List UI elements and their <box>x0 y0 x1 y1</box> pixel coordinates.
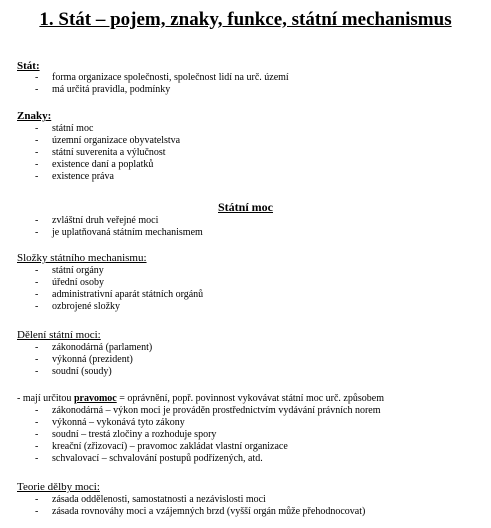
list-item-text: zvláštní druh veřejné moci <box>52 215 159 226</box>
list-item-text: státní moc <box>52 123 94 134</box>
bullet-dash: - <box>35 289 39 301</box>
list-item-text: zásada oddělenosti, samostatnosti a nezávislosti moci <box>52 494 266 505</box>
list-item-text: existence daní a poplatků <box>52 159 154 171</box>
list-item-text: státní orgány <box>52 265 104 276</box>
list-item-text: soudní – trestá zločiny a rozhoduje spory <box>52 429 217 441</box>
bullet-dash: - <box>35 277 39 289</box>
list-item-text: kreační (zřizovací) – pravomoc zakládat vlastní organizace <box>52 441 288 453</box>
bullet-dash: - <box>35 84 39 96</box>
list-item-text: výkonná – vykonává tyto zákony <box>52 417 185 429</box>
bullet-dash: - <box>35 159 39 171</box>
list-item-text: forma organizace společnosti, společnost lidí na urč. území <box>52 72 289 83</box>
bullet-dash: - <box>35 366 39 378</box>
bullet-dash: - <box>35 171 39 183</box>
bullet-dash: - <box>35 453 39 465</box>
list-item-text: je uplatňovaná státním mechanismem <box>52 227 203 239</box>
list-item-text: ozbrojené složky <box>52 301 121 313</box>
list-item-text: úřední osoby <box>52 277 104 289</box>
pravomoc-prefix: - mají určitou <box>17 393 74 404</box>
section-heading-slozky: Složky státního mechanismu: <box>17 252 147 264</box>
pravomoc-suffix: = oprávnění, popř. povinnost vykovávat státní moc urč. způsobem <box>116 393 384 404</box>
section-heading-statni-moc: Státní moc <box>218 200 273 214</box>
section-heading-deleni: Dělení státní moci: <box>17 329 101 341</box>
bullet-dash: - <box>35 342 39 353</box>
bullet-dash: - <box>35 265 39 276</box>
pravomoc-keyword: pravomoc <box>73 393 117 404</box>
bullet-dash: - <box>35 301 39 313</box>
section-heading-stat: Stát: <box>17 60 40 72</box>
list-item-text: existence práva <box>52 171 114 183</box>
bullet-dash: - <box>35 354 39 366</box>
bullet-dash: - <box>35 429 39 441</box>
bullet-dash: - <box>35 215 39 226</box>
bullet-dash: - <box>35 72 39 83</box>
bullet-dash: - <box>35 147 39 159</box>
bullet-dash: - <box>35 405 39 416</box>
page-title: 1. Stát – pojem, znaky, funkce, státní mechanismus <box>39 9 452 30</box>
list-item-text: zákonodárná (parlament) <box>52 342 153 353</box>
list-item-text: státní suverenita a výlučnost <box>52 147 166 159</box>
list-item-text: výkonná (prezident) <box>52 354 133 366</box>
section-heading-teorie: Teorie dělby moci: <box>17 481 100 493</box>
bullet-dash: - <box>35 494 39 505</box>
list-item-text: má určitá pravidla, podmínky <box>52 84 171 96</box>
list-item-text: zásada rovnováhy moci a vzájemných brzd (vyšší orgán může přehodnocovat) <box>52 506 366 518</box>
list-item-text: schvalovací – schvalování postupů podřízených, atd. <box>52 453 263 465</box>
bullet-dash: - <box>35 227 39 239</box>
bullet-dash: - <box>35 135 39 147</box>
bullet-dash: - <box>35 417 39 429</box>
bullet-dash: - <box>35 441 39 453</box>
section-heading-znaky: Znaky: <box>17 110 52 122</box>
list-item-text: zákonodárná – výkon moci je prováděn prostřednictvím vydávání právních norem <box>52 405 381 416</box>
bullet-dash: - <box>35 506 39 518</box>
list-item-text: soudní (soudy) <box>52 366 112 378</box>
bullet-dash: - <box>35 123 39 134</box>
pravomoc-line <box>17 393 384 405</box>
list-item-text: administrativní aparát státních orgánů <box>52 289 204 301</box>
list-item-text: územní organizace obyvatelstva <box>52 135 181 147</box>
